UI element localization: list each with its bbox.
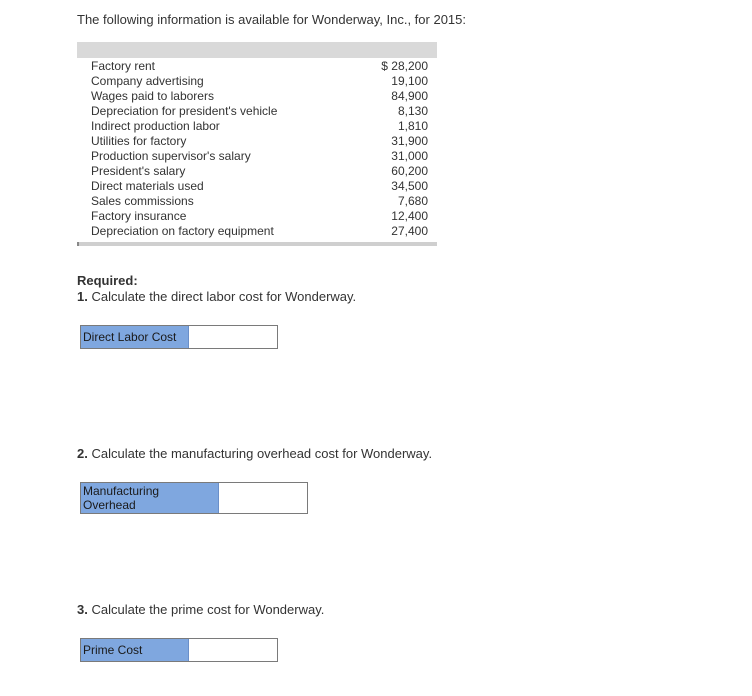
question-1 <box>77 289 356 305</box>
row-label: Direct materials used <box>91 179 204 193</box>
manufacturing-overhead-label-line2: Overhead <box>83 498 136 512</box>
row-label: President's salary <box>91 164 186 178</box>
row-label: Depreciation for president's vehicle <box>91 104 278 118</box>
row-value: 31,000 <box>391 149 428 163</box>
table-footer-bar <box>77 242 437 246</box>
question-2-text: Calculate the manufacturing overhead cost for Wonderway. <box>91 446 433 461</box>
table-row <box>77 164 437 179</box>
row-value: 12,400 <box>391 209 428 223</box>
table-row <box>77 59 437 74</box>
table-row <box>77 209 437 224</box>
question-3-text: Calculate the prime cost for Wonderway. <box>91 602 325 617</box>
table-rows <box>77 58 437 239</box>
prime-cost-answer <box>80 638 278 662</box>
question-1-text: Calculate the direct labor cost for Wonderway. <box>91 289 357 304</box>
question-2 <box>77 446 432 462</box>
table-row <box>77 224 437 239</box>
direct-labor-label: Direct Labor Cost <box>81 326 189 348</box>
manufacturing-overhead-input[interactable] <box>219 483 307 513</box>
row-value: 60,200 <box>391 164 428 178</box>
table-row <box>77 104 437 119</box>
table-row <box>77 134 437 149</box>
table-row <box>77 149 437 164</box>
table-row <box>77 89 437 104</box>
cost-data-table <box>77 42 437 246</box>
row-label: Indirect production labor <box>91 119 220 133</box>
row-label: Company advertising <box>91 74 204 88</box>
row-value: 31,900 <box>391 134 428 148</box>
row-label: Sales commissions <box>91 194 194 208</box>
row-label: Factory insurance <box>91 209 187 223</box>
row-value: 19,100 <box>391 74 428 88</box>
row-value: 7,680 <box>397 194 428 208</box>
manufacturing-overhead-label <box>81 483 219 513</box>
prime-cost-label: Prime Cost <box>81 639 189 661</box>
manufacturing-overhead-answer <box>80 482 308 514</box>
direct-labor-answer <box>80 325 278 349</box>
row-label: Depreciation on factory equipment <box>91 224 274 238</box>
row-value: 34,500 <box>391 179 428 193</box>
table-row <box>77 194 437 209</box>
row-value: 84,900 <box>391 89 428 103</box>
table-row <box>77 179 437 194</box>
question-3 <box>77 602 324 618</box>
row-value: $ 28,200 <box>381 59 428 73</box>
intro-text: The following information is available for Wonderway, Inc., for 2015: <box>77 12 466 27</box>
table-header-bar <box>77 42 437 58</box>
table-row <box>77 119 437 134</box>
prime-cost-input[interactable] <box>189 639 277 661</box>
table-row <box>77 74 437 89</box>
row-label: Production supervisor's salary <box>91 149 251 163</box>
question-1-number: 1. <box>77 289 88 304</box>
required-heading <box>77 273 138 288</box>
row-value: 1,810 <box>397 119 428 133</box>
row-value: 27,400 <box>391 224 428 238</box>
row-label: Factory rent <box>91 59 156 73</box>
direct-labor-input[interactable] <box>189 326 277 348</box>
question-2-number: 2. <box>77 446 88 461</box>
row-label: Utilities for factory <box>91 134 187 148</box>
row-label: Wages paid to laborers <box>91 89 214 103</box>
row-value: 8,130 <box>397 104 428 118</box>
required-title: Required: <box>77 273 138 288</box>
question-3-number: 3. <box>77 602 88 617</box>
manufacturing-overhead-label-line1: Manufacturing <box>83 484 160 498</box>
